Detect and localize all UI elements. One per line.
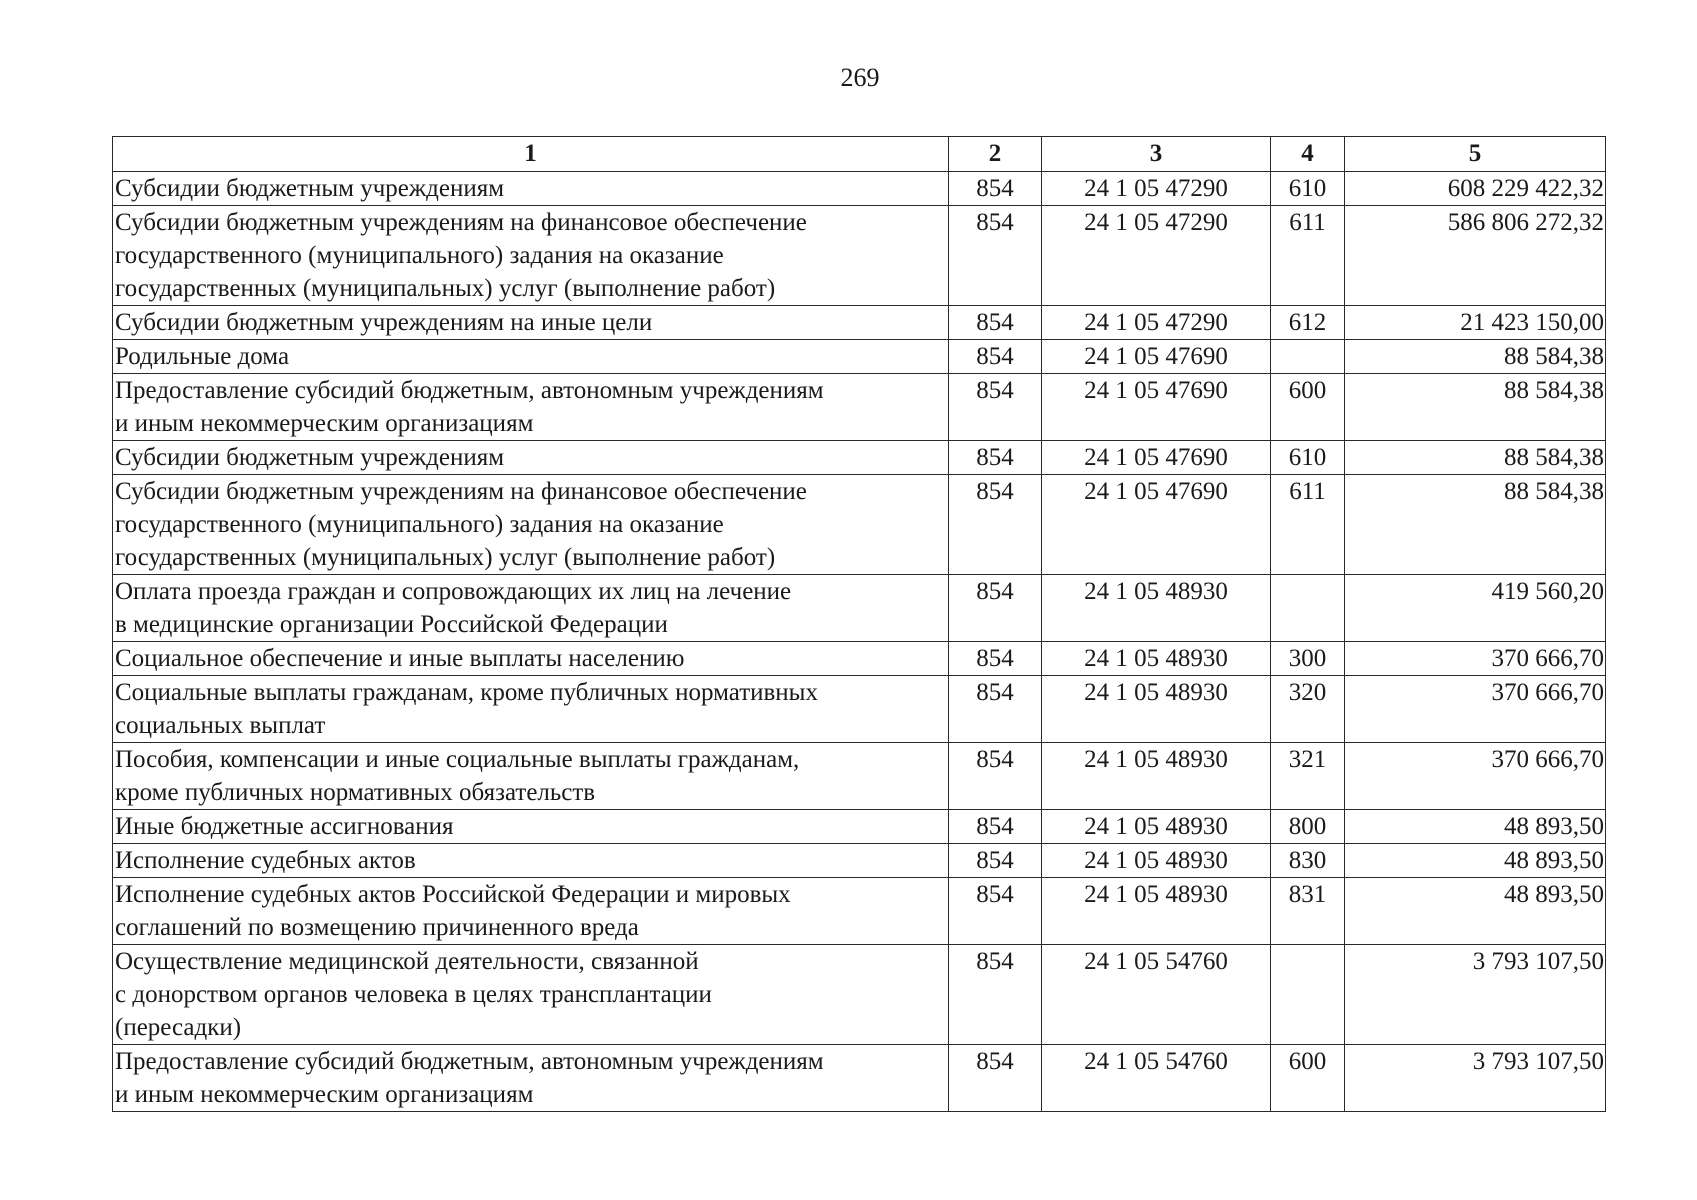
department-code-cell: 854: [949, 374, 1042, 441]
table-row: [113, 878, 1606, 945]
column-header-1: 1: [113, 137, 949, 172]
expense-name-cell: [113, 575, 949, 642]
table-row: [113, 206, 1606, 306]
department-code-cell: 854: [949, 810, 1042, 844]
expense-name-line: Субсидии бюджетным учреждениям: [115, 175, 505, 202]
target-article-cell: 24 1 05 48930: [1042, 878, 1271, 945]
amount-cell: 370 666,70: [1345, 676, 1606, 743]
target-article-cell: 24 1 05 48930: [1042, 575, 1271, 642]
table-row: [113, 1045, 1606, 1112]
amount-cell: 608 229 422,32: [1345, 172, 1606, 206]
expense-type-cell: 600: [1271, 374, 1345, 441]
table-row: [113, 575, 1606, 642]
amount-cell: 419 560,20: [1345, 575, 1606, 642]
expense-type-cell: 800: [1271, 810, 1345, 844]
department-code-cell: 854: [949, 1045, 1042, 1112]
target-article-cell: 24 1 05 54760: [1042, 1045, 1271, 1112]
amount-cell: 370 666,70: [1345, 642, 1606, 676]
expense-name-line: Субсидии бюджетным учреждениям на финансовое обеспечение: [115, 478, 807, 505]
expense-type-cell: 321: [1271, 743, 1345, 810]
expense-name-cell: [113, 172, 949, 206]
expense-type-cell: [1271, 340, 1345, 374]
expense-type-cell: 611: [1271, 206, 1345, 306]
target-article-cell: 24 1 05 48930: [1042, 676, 1271, 743]
table-row: [113, 475, 1606, 575]
expense-type-cell: [1271, 945, 1345, 1045]
column-header-5: 5: [1345, 137, 1606, 172]
expense-name-cell: [113, 810, 949, 844]
department-code-cell: 854: [949, 844, 1042, 878]
table-row: [113, 306, 1606, 340]
table-body: [113, 172, 1606, 1112]
amount-cell: 88 584,38: [1345, 441, 1606, 475]
amount-cell: 88 584,38: [1345, 475, 1606, 575]
amount-cell: 48 893,50: [1345, 844, 1606, 878]
expense-name-line: государственного (муниципального) задания на оказание: [115, 511, 724, 538]
expense-name-cell: [113, 374, 949, 441]
target-article-cell: 24 1 05 47290: [1042, 206, 1271, 306]
expense-type-cell: 830: [1271, 844, 1345, 878]
table-row: [113, 743, 1606, 810]
expense-type-cell: 320: [1271, 676, 1345, 743]
expense-name-cell: [113, 1045, 949, 1112]
expense-name-line: Исполнение судебных актов: [115, 847, 416, 874]
expense-name-line: государственного (муниципального) задания на оказание: [115, 242, 724, 269]
expense-name-line: Родильные дома: [115, 343, 290, 370]
expense-type-cell: 300: [1271, 642, 1345, 676]
expense-name-cell: [113, 743, 949, 810]
table-row: [113, 945, 1606, 1045]
amount-cell: 3 793 107,50: [1345, 1045, 1606, 1112]
target-article-cell: 24 1 05 47690: [1042, 374, 1271, 441]
table-row: [113, 642, 1606, 676]
department-code-cell: 854: [949, 945, 1042, 1045]
expense-name-line: Пособия, компенсации и иные социальные выплаты гражданам,: [115, 746, 800, 773]
expense-name-cell: [113, 306, 949, 340]
department-code-cell: 854: [949, 575, 1042, 642]
expense-name-line: Предоставление субсидий бюджетным, автономным учреждениям: [115, 377, 824, 404]
column-header-2: 2: [949, 137, 1042, 172]
department-code-cell: 854: [949, 441, 1042, 475]
department-code-cell: 854: [949, 475, 1042, 575]
expense-name-line: Социальные выплаты гражданам, кроме публичных нормативных: [115, 679, 818, 706]
expense-name-line: Субсидии бюджетным учреждениям на финансовое обеспечение: [115, 209, 807, 236]
expense-name-line: и иным некоммерческим организациям: [115, 1081, 534, 1108]
expense-name-line: кроме публичных нормативных обязательств: [115, 779, 596, 806]
page-number: 269: [840, 63, 880, 92]
table-header-row: [113, 137, 1606, 172]
expense-name-line: государственных (муниципальных) услуг (выполнение работ): [115, 544, 776, 571]
target-article-cell: 24 1 05 47290: [1042, 306, 1271, 340]
expense-name-cell: [113, 676, 949, 743]
table-row: [113, 172, 1606, 206]
table-row: [113, 676, 1606, 743]
expense-type-cell: 611: [1271, 475, 1345, 575]
department-code-cell: 854: [949, 306, 1042, 340]
target-article-cell: 24 1 05 54760: [1042, 945, 1271, 1045]
expense-name-line: Субсидии бюджетным учреждениям: [115, 444, 505, 471]
expense-name-cell: [113, 945, 949, 1045]
expense-name-line: с донорством органов человека в целях трансплантации: [115, 981, 712, 1008]
expense-type-cell: 612: [1271, 306, 1345, 340]
target-article-cell: 24 1 05 48930: [1042, 642, 1271, 676]
expense-name-line: Оплата проезда граждан и сопровождающих их лиц на лечение: [115, 578, 792, 605]
expense-name-line: и иным некоммерческим организациям: [115, 410, 534, 437]
expense-type-cell: 831: [1271, 878, 1345, 945]
department-code-cell: 854: [949, 878, 1042, 945]
expense-name-cell: [113, 340, 949, 374]
target-article-cell: 24 1 05 48930: [1042, 810, 1271, 844]
expense-name-line: Предоставление субсидий бюджетным, автономным учреждениям: [115, 1048, 824, 1075]
target-article-cell: 24 1 05 47690: [1042, 340, 1271, 374]
amount-cell: 370 666,70: [1345, 743, 1606, 810]
expense-name-line: Иные бюджетные ассигнования: [115, 813, 454, 840]
expense-name-cell: [113, 878, 949, 945]
table-row: [113, 844, 1606, 878]
column-header-3: 3: [1042, 137, 1271, 172]
department-code-cell: 854: [949, 676, 1042, 743]
amount-cell: 21 423 150,00: [1345, 306, 1606, 340]
department-code-cell: 854: [949, 642, 1042, 676]
amount-cell: 48 893,50: [1345, 878, 1606, 945]
expense-name-line: соглашений по возмещению причиненного вреда: [115, 914, 639, 941]
expense-name-line: Субсидии бюджетным учреждениям на иные цели: [115, 309, 653, 336]
expense-type-cell: 610: [1271, 441, 1345, 475]
amount-cell: 88 584,38: [1345, 340, 1606, 374]
target-article-cell: 24 1 05 47290: [1042, 172, 1271, 206]
column-header-4: 4: [1271, 137, 1345, 172]
department-code-cell: 854: [949, 743, 1042, 810]
expense-type-cell: 600: [1271, 1045, 1345, 1112]
expense-name-line: социальных выплат: [115, 712, 326, 739]
department-code-cell: 854: [949, 206, 1042, 306]
expense-name-line: Осуществление медицинской деятельности, связанной: [115, 948, 699, 975]
table-row: [113, 374, 1606, 441]
expense-name-cell: [113, 475, 949, 575]
expense-name-cell: [113, 844, 949, 878]
target-article-cell: 24 1 05 48930: [1042, 743, 1271, 810]
expense-type-cell: 610: [1271, 172, 1345, 206]
target-article-cell: 24 1 05 48930: [1042, 844, 1271, 878]
expense-type-cell: [1271, 575, 1345, 642]
target-article-cell: 24 1 05 47690: [1042, 475, 1271, 575]
amount-cell: 88 584,38: [1345, 374, 1606, 441]
expense-name-cell: [113, 642, 949, 676]
budget-table: [112, 136, 1606, 1112]
table-row: [113, 810, 1606, 844]
expense-name-cell: [113, 441, 949, 475]
table-row: [113, 441, 1606, 475]
expense-name-line: в медицинские организации Российской Федерации: [115, 611, 668, 638]
amount-cell: 586 806 272,32: [1345, 206, 1606, 306]
expense-name-line: государственных (муниципальных) услуг (выполнение работ): [115, 275, 776, 302]
expense-name-line: Социальное обеспечение и иные выплаты населению: [115, 645, 685, 672]
expense-name-line: Исполнение судебных актов Российской Федерации и мировых: [115, 881, 791, 908]
amount-cell: 3 793 107,50: [1345, 945, 1606, 1045]
expense-name-line: (пересадки): [115, 1014, 242, 1041]
target-article-cell: 24 1 05 47690: [1042, 441, 1271, 475]
department-code-cell: 854: [949, 172, 1042, 206]
table-row: [113, 340, 1606, 374]
department-code-cell: 854: [949, 340, 1042, 374]
expense-name-cell: [113, 206, 949, 306]
amount-cell: 48 893,50: [1345, 810, 1606, 844]
